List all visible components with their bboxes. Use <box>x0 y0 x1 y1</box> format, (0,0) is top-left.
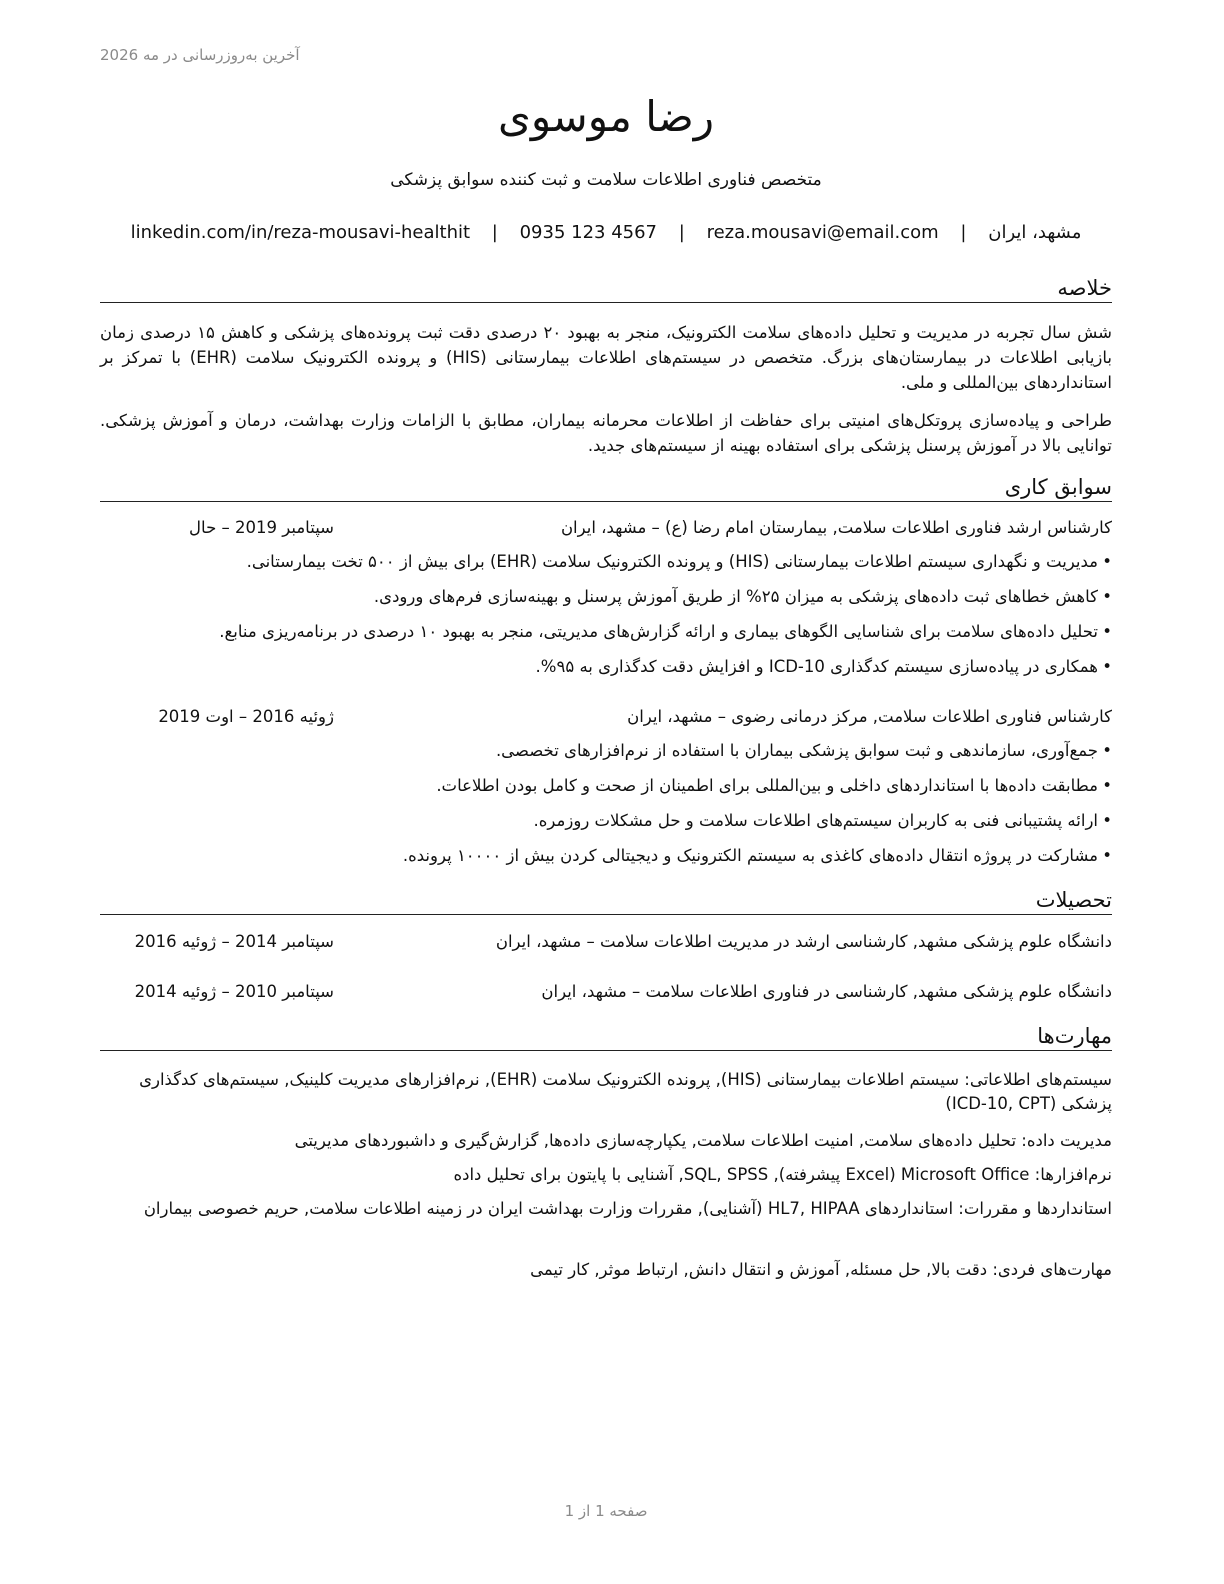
bullet-icon: • <box>1102 552 1112 571</box>
section-title-summary: خلاصه <box>100 276 1112 303</box>
contact-email[interactable]: reza.mousavi@email.com <box>706 222 939 243</box>
resume-page <box>100 0 1112 1584</box>
bullet-icon: • <box>1102 622 1112 641</box>
list-item: •همکاری در پیاده‌سازی سیستم کدگذاری ICD-10 و افزایش دقت کدگذاری به ۹۵%. <box>100 654 1112 689</box>
bullet-icon: • <box>1102 811 1112 830</box>
job-date: سپتامبر 2019 – حال <box>189 518 334 537</box>
education-date: سپتامبر 2010 – ژوئیه 2014 <box>134 982 334 1001</box>
last-updated: آخرین به‌روزرسانی در مه 2026 <box>100 46 300 64</box>
list-item: •مدیریت و نگهداری سیستم اطلاعات بیمارستانی (HIS) و پرونده الکترونیک سلامت (EHR) برای بیش از ۵۰۰ تخت بیمارستانی. <box>100 549 1112 584</box>
list-item: •کاهش خطاهای ثبت داده‌های پزشکی به میزان ۲۵% از طریق آموزش پرسنل و بهینه‌سازی فرم‌های ورودی. <box>100 584 1112 619</box>
section-title-experience: سوابق کاری <box>100 475 1112 502</box>
bullet-icon: • <box>1102 846 1112 865</box>
skill-item: استانداردها و مقررات: استانداردهای HL7, HIPAA (آشنایی), مقررات وزارت بهداشت ایران در زمینه اطلاعات سلامت, حریم خصوصی بیماران <box>143 1199 1112 1218</box>
list-item: •مشارکت در پروژه انتقال داده‌های کاغذی به سیستم الکترونیک و دیجیتالی کردن بیش از ۱۰۰۰۰ پرونده. <box>100 843 1112 878</box>
job-subtitle: متخصص فناوری اطلاعات سلامت و ثبت کننده سوابق پزشکی <box>390 170 822 190</box>
contact-linkedin[interactable]: linkedin.com/in/reza-mousavi-healthit <box>130 222 471 243</box>
contact-phone: 0935 123 4567 <box>519 222 658 243</box>
job-bullets <box>100 549 1112 689</box>
job-bullets <box>100 738 1112 878</box>
education-date: سپتامبر 2014 – ژوئیه 2016 <box>134 932 334 951</box>
list-item: •تحلیل داده‌های سلامت برای شناسایی الگوهای بیماری و ارائه گزارش‌های مدیریتی، منجر به بهبود ۱۰ درصدی در برنامه‌ریزی منابع. <box>100 619 1112 654</box>
job-title: کارشناس فناوری اطلاعات سلامت, مرکز درمانی رضوی – مشهد، ایران <box>627 707 1112 726</box>
bullet-icon: • <box>1102 657 1112 676</box>
contact-line <box>100 222 1112 243</box>
skill-item: سیستم‌های اطلاعاتی: سیستم اطلاعات بیمارستانی (HIS), پرونده الکترونیک سلامت (EHR), نرم‌افزارهای مدیریت کلینیک, سیستم‌های کدگذاری پزشکی (ICD-10, CPT) <box>139 1070 1112 1113</box>
skill-item: مدیریت داده: تحلیل داده‌های سلامت, امنیت اطلاعات سلامت, یکپارچه‌سازی داده‌ها, گزارش‌گیری و داشبوردهای مدیریتی <box>294 1131 1112 1150</box>
education-item <box>100 932 1112 956</box>
bullet-icon: • <box>1102 776 1112 795</box>
education-item <box>100 982 1112 1006</box>
section-title-skills: مهارت‌ها <box>100 1024 1112 1051</box>
contact-separator: | <box>678 222 685 243</box>
job-header <box>100 518 1112 542</box>
list-item: •ارائه پشتیبانی فنی به کاربران سیستم‌های اطلاعات سلامت و حل مشکلات روزمره. <box>100 808 1112 843</box>
list-item: •مطابقت داده‌ها با استانداردهای داخلی و بین‌المللی برای اطمینان از صحت و کامل بودن اطلاعات. <box>100 773 1112 808</box>
page-number: صفحه 1 از 1 <box>564 1502 648 1520</box>
job-date: ژوئیه 2016 – اوت 2019 <box>158 707 334 726</box>
contact-location: مشهد، ایران <box>988 222 1082 243</box>
summary-paragraph: طراحی و پیاده‌سازی پروتکل‌های امنیتی برای حفاظت از اطلاعات محرمانه بیماران، مطابق با الزامات وزارت بهداشت، درمان و آموزش پزشکی. توانایی بالا در آموزش پرسنل پزشکی برای استفاده بهینه از سیستم‌های جدید. <box>100 411 1112 455</box>
bullet-icon: • <box>1102 741 1112 760</box>
contact-separator: | <box>960 222 967 243</box>
job-title: کارشناس ارشد فناوری اطلاعات سلامت, بیمارستان امام رضا (ع) – مشهد، ایران <box>560 518 1112 537</box>
list-item: •جمع‌آوری، سازماندهی و ثبت سوابق پزشکی بیماران با استفاده از نرم‌افزارهای تخصصی. <box>100 738 1112 773</box>
summary-paragraph: شش سال تجربه در مدیریت و تحلیل داده‌های سلامت الکترونیک، منجر به بهبود ۲۰ درصدی دقت ثبت پرونده‌های پزشکی و کاهش ۱۵ درصدی زمان بازیابی اطلاعات در بیمارستان‌های بزرگ. متخصص در سیستم‌های اطلاعات بیمارستانی (HIS) و پرونده الکترونیک سلامت (EHR) با تمرکز بر استانداردهای بین‌المللی و ملی. <box>100 323 1112 392</box>
education-title: دانشگاه علوم پزشکی مشهد, کارشناسی ارشد در مدیریت اطلاعات سلامت – مشهد، ایران <box>495 932 1112 951</box>
job-header <box>100 707 1112 731</box>
skill-item: مهارت‌های فردی: دقت بالا, حل مسئله, آموزش و انتقال دانش, ارتباط موثر, کار تیمی <box>530 1260 1112 1279</box>
bullet-icon: • <box>1102 587 1112 606</box>
page-title: رضا موسوی <box>497 92 715 141</box>
section-title-education: تحصیلات <box>100 888 1112 915</box>
skill-item: نرم‌افزارها: Microsoft Office (Excel پیشرفته), SQL, SPSS, آشنایی با پایتون برای تحلیل داده <box>453 1165 1112 1184</box>
contact-separator: | <box>491 222 498 243</box>
education-title: دانشگاه علوم پزشکی مشهد, کارشناسی در فناوری اطلاعات سلامت – مشهد، ایران <box>541 982 1112 1001</box>
